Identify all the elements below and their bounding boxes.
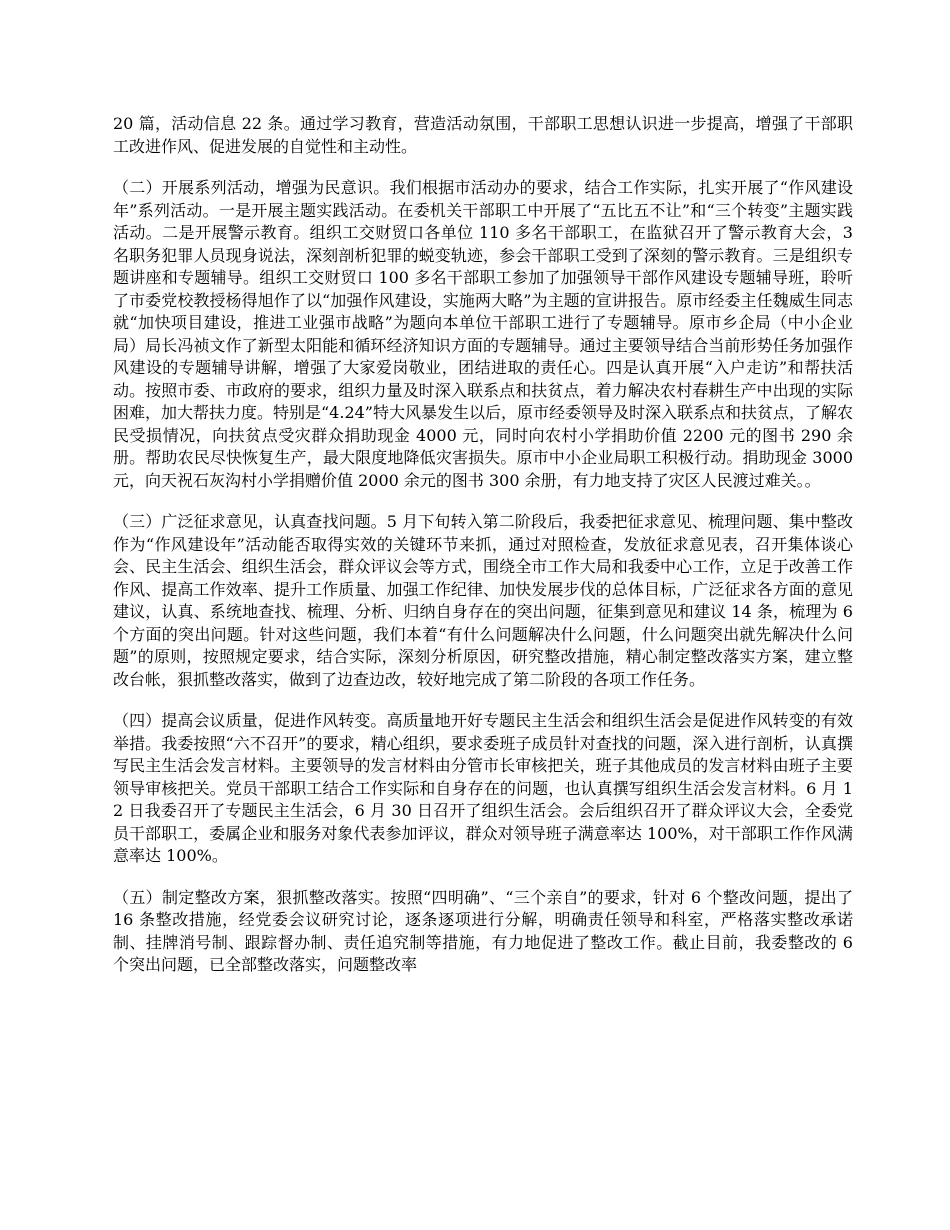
document-body: [113, 113, 853, 996]
paragraph-2: （二）开展系列活动，增强为民意识。我们根据市活动办的要求，结合工作实际，扎实开展了“作风建设年”系列活动。一是开展主题实践活动。在委机关干部职工中开展了“五比五不让”和“三个转变”主题实践活动。二是开展警示教育。组织工交财贸口各单位 110 多名干部职工，在监狱召开了警示教育大会，3 名职务犯罪人员现身说法，深刻剖析犯罪的蜕变轨迹，参会干部职工受到了深刻的警示教育。三是组织专题讲座和专题辅导。组织工交财贸口 100 多名干部职工参加了加强领导干部作风建设专题辅导班，聆听了市委党校教授杨得旭作了以“加强作风建设，实施两大略”为主题的宣讲报告。原市经委主任魏威生同志就“加快项目建设，推进工业强市战略”为题向本单位干部职工进行了专题辅导。原市乡企局（中小企业局）局长冯祯文作了新型太阳能和循环经济知识方面的专题辅导。通过主要领导结合当前形势任务加强作风建设的专题辅导讲解，增强了大家爱岗敬业，团结进取的责任心。四是认真开展“入户走访”和帮扶活动。按照市委、市政府的要求，组织力量及时深入联系点和扶贫点，着力解决农村春耕生产中出现的实际困难，加大帮扶力度。特别是“4.24”特大风暴发生以后，原市经委领导及时深入联系点和扶贫点，了解农民受损情况，向扶贫点受灾群众捐助现金 4000 元，同时向农村小学捐助价值 2200 元的图书 290 余册。帮助农民尽快恢复生产，最大限度地降低灾害损失。原市中小企业局职工积极行动。捐助现金 3000 元，向天祝石灰沟村小学捐赠价值 2000 余元的图书 300 余册，有力地支持了灾区人民渡过难关。。: [113, 178, 853, 490]
paragraph-5: （五）制定整改方案，狠抓整改落实。按照“四明确”、“三个亲自”的要求，针对 6 个整改问题，提出了 16 条整改措施，经党委会议研究讨论，逐条逐项进行分解，明确责任领导和科室，严格落实整改承诺制、挂牌消号制、跟踪督办制、责任追究制等措施，有力地促进了整改工作。截止目前，我委整改的 6 个突出问题，已全部整改落实，问题整改率: [113, 887, 853, 974]
paragraph-3: （三）广泛征求意见，认真查找问题。5 月下旬转入第二阶段后，我委把征求意见、梳理问题、集中整改作为“作风建设年”活动能否取得实效的关键环节来抓，通过对照检查，发放征求意见表，召开集体谈心会、民主生活会、组织生活会，群众评议会等方式，围绕全市工作大局和我委中心工作，立足于改善工作作风、提高工作效率、提升工作质量、加强工作纪律、加快发展步伐的总体目标，广泛征求各方面的意见建议，认真、系统地查找、梳理、分析、归纳自身存在的突出问题，征集到意见和建议 14 条，梳理为 6 个方面的突出问题。针对这些问题，我们本着“有什么问题解决什么问题，什么问题突出就先解决什么问题”的原则，按照规定要求，结合实际，深刻分析原因，研究整改措施，精心制定整改落实方案，建立整改台帐，狠抓整改落实，做到了边查边改，较好地完成了第二阶段的各项工作任务。: [113, 512, 853, 689]
paragraph-1: 20 篇，活动信息 22 条。通过学习教育，营造活动氛围，干部职工思想认识进一步提高，增强了干部职工改进作风、促进发展的自觉性和主动性。: [113, 114, 853, 156]
paragraph-4: （四）提高会议质量，促进作风转变。高质量地开好专题民主生活会和组织生活会是促进作风转变的有效举措。我委按照“六不召开”的要求，精心组织，要求委班子成员针对查找的问题，深入进行剖析，认真撰写民主生活会发言材料。主要领导的发言材料由分管市长审核把关，班子其他成员的发言材料由班子主要领导审核把关。党员干部职工结合工作实际和自身存在的问题，也认真撰写组织生活会发言材料。6 月 12 日我委召开了专题民主生活会，6 月 30 日召开了组织生活会。会后组织召开了群众评议大会，全委党员干部职工，委属企业和服务对象代表参加评议，群众对领导班子满意率达 100%，对干部职工作作风满意率达 100%。: [113, 711, 853, 865]
